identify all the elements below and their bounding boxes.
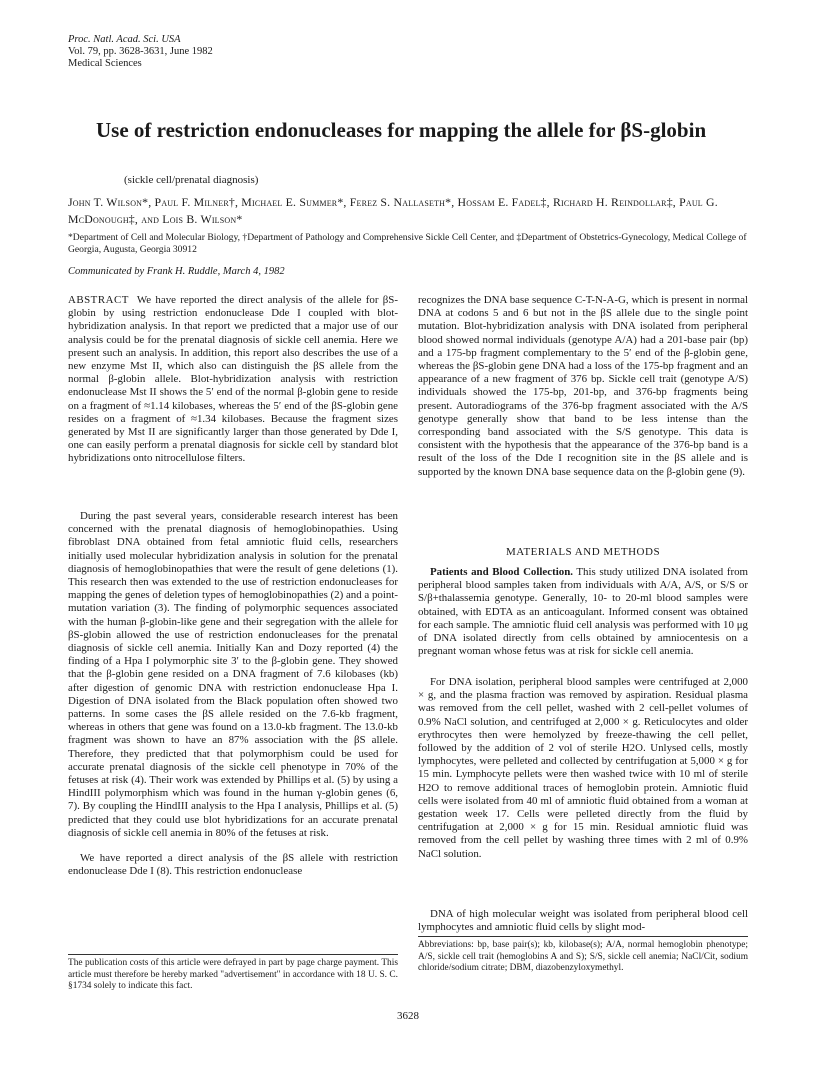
abstract-heading: ABSTRACT: [68, 294, 129, 306]
methods-paragraph-2: For DNA isolation, peripheral blood samples were centrifuged at 2,000 × g, and the plasma fraction was removed by aspiration. Residual plasma was removed from the cell pellet, washed with 2 cell-pellet volumes of 0.9% NaCl solution, and centrifuged at 2,000 × g. Reticulocytes and older erythrocytes then were hemolyzed by freeze-thawing the cell pellet, followed by the addition of 2 vol of sterile H2O. Unlysed cells, mostly lymphocytes, were pelleted and collected by centrifugation at 5,000 × g for 15 min. Lymphocyte pellets were then washed twice with 10 ml of sterile H2O to remove additional traces of hemoglobin protein. Amniotic fluid cells were isolated from 40 ml of amniotic fluid obtained from a woman at gestation week 17. Cells were pelleted directly from the fluid by centrifugation at 2,000 × g for 15 min. Residual amniotic fluid was removed from the cell pellet by washing three times with 2 ml of 0.9% NaCl solution.: [418, 676, 748, 860]
footnote-publication-costs: The publication costs of this article were defrayed in part by page charge payment. This article must therefore be hereby marked "advertisement" in accordance with 18 U. S. C. §1734 solely to indicate this fact.: [68, 958, 398, 991]
abstract-text: We have reported the direct analysis of the allele for βS-globin by using restriction endonuclease Dde I coupled with blot-hybridization analysis. In that report we predicted that a major use of our analysis could be for the prenatal diagnosis of sickle cell anemia. Here we present such an analysis. In addition, this report also describes the use of a new enzyme Mst II, which also can distinguish the βS allele from the normal β-globin allele. Blot-hybridization analysis with restriction endonuclease Mst II shows the 5′ end of the normal β-globin gene to reside on a fragment of ≈1.14 kilobases, whereas the 5′ end of the βS-globin gene resides on a fragment of ≈1.34 kilobases. Because the fragment sizes generated by Mst II are significantly larger than those generated by Dde I, one can easily perform a prenatal diagnosis for sickle cell by standard blot hybridizations onto nitrocellulose filters.: [68, 294, 398, 465]
abstract: [68, 294, 398, 466]
runin-heading: Patients and Blood Collection.: [430, 566, 573, 578]
article-subtitle: (sickle cell/prenatal diagnosis): [124, 174, 259, 186]
journal-section: Medical Sciences: [68, 58, 142, 69]
footnote-divider-right: [418, 936, 748, 937]
footnote-divider-left: [68, 954, 398, 955]
author-list: John T. Wilson*, Paul F. Milner†, Michael E. Summer*, Ferez S. Nallaseth*, Hossam E. Fadel‡, Richard H. Reindollar‡, Paul G. McDonough‡, and Lois B. Wilson*: [68, 195, 718, 226]
right-column-continued: recognizes the DNA base sequence C-T-N-A-G, which is present in normal DNA at codons 5 and 6 but not in the βS allele due to the single point mutation. Blot-hybridization analysis with DNA isolated from peripheral blood showed normal individuals (genotype A/A) had a 201-base pair (bp) and a 175-bp fragment complementary to the 5′ end of the β-globin gene, whereas the βS-globin gene DNA had a loss of the 175-bp fragment and an appearance of a new fragment of 376 bp. Sickle cell trait (genotype A/S) individuals showed the 175-bp, 201-bp, and 376-bp fragments being present. Autoradiograms of the 376-bp fragment associated with the A/S genotype generally show that band to be less intense than the corresponding band associated with the S/S genotype. This data is consistent with the hypothesis that the appearance of the 376-bp band is a result of the loss of the Dde I recognition site in the βS allele and is supported by the known DNA base sequence data on the β-globin gene (9).: [418, 294, 748, 478]
journal-volume: Vol. 79, pp. 3628-3631, June 1982: [68, 46, 213, 57]
footnote-abbreviations: Abbreviations: bp, base pair(s); kb, kilobase(s); A/A, normal hemoglobin phenotype; A/S, sickle cell trait (hemoglobins A and S); S/S, sickle cell anemia; NaCl/Cit, sodium chloride/sodium citrate; DBM, diazobenzyloxymethyl.: [418, 940, 748, 973]
methods-paragraph-3: DNA of high molecular weight was isolated from peripheral blood cell lymphocytes and amniotic fluid cells by slight mod-: [418, 908, 748, 934]
methods-paragraph-1-text: This study utilized DNA isolated from peripheral blood samples taken from individuals with A/A, A/S, or S/S or S/β+thalassemia genotype. Generally, 10- to 20-ml blood samples were obtained, with EDTA as an anticoagulant. Informed consent was obtained for each sample. The amniotic fluid cell analysis was performed with 10 μg of DNA isolated directly from cells obtained by amniocentesis on a pregnant woman whose fetus was at risk for sickle cell anemia.: [418, 566, 748, 658]
journal-name: Proc. Natl. Acad. Sci. USA: [68, 34, 181, 45]
journal-header: [68, 34, 213, 70]
intro-paragraph-2: We have reported a direct analysis of the βS allele with restriction endonuclease Dde I (8). This restriction endonuclease: [68, 852, 398, 878]
intro-paragraph-1: During the past several years, considerable research interest has been concerned with the prenatal diagnosis of hemoglobinopathies. Using fibroblast DNA obtained from fetal amniotic fluid cells, researchers initially used molecular hybridization analysis in solution for the prenatal diagnosis of hemoglobinopathies that were the result of gene deletions (1). This research then was extended to the use of restriction endonucleases for mapping the genes of deletion types of hemoglobinopathies (2) and a point-mutation variation (3). The finding of polymorphic sequences associated with the human β-globin-like gene and their segregation with the allele for βS-globin allowed the use of restriction endonucleases for the prenatal diagnosis of sickle cell anemia. Initially Kan and Dozy reported (4) the finding of a Hpa I polymorphic site 3′ to the β-globin gene. They showed that the β-globin gene resided on a DNA fragment of 7.6 kilobases (kb) after digestion of genomic DNA with restriction endonuclease Hpa I. Digestion of DNA isolated from the Black population often showed two patterns. In some cases the βS allele resided on the 7.6-kb fragment, whereas in others that gene was found on a 13.0-kb fragment. The 13.0-kb fragment was shown to have an 87% association with the βS allele. Therefore, they predicted that that polymorphism could be used for accurate prenatal diagnosis of the sickle cell phenotype in 70% of the fetuses at risk (4). Their work was extended by Phillips et al. (5) by using a HindIII polymorphism which was found in the human γ-globin genes (6, 7). By coupling the HindIII analysis to the Hpa I analysis, Phillips et al. (5) predicted that they could use blot hybridizations for an accurate prenatal diagnosis of sickle cell anemia in 80% of the fetuses at risk.: [68, 510, 398, 839]
affiliations: *Department of Cell and Molecular Biology, †Department of Pathology and Comprehensive Sickle Cell Center, and ‡Department of Obstetrics-Gynecology, Medical College of Georgia, Augusta, Georgia 30912: [68, 232, 747, 255]
communicated-by: Communicated by Frank H. Ruddle, March 4, 1982: [68, 266, 285, 277]
methods-paragraph-1: [418, 566, 748, 658]
section-heading-methods: MATERIALS AND METHODS: [505, 546, 661, 558]
page-number: 3628: [397, 1010, 419, 1022]
article-title: Use of restriction endonucleases for mapping the allele for βS-globin: [96, 118, 707, 142]
